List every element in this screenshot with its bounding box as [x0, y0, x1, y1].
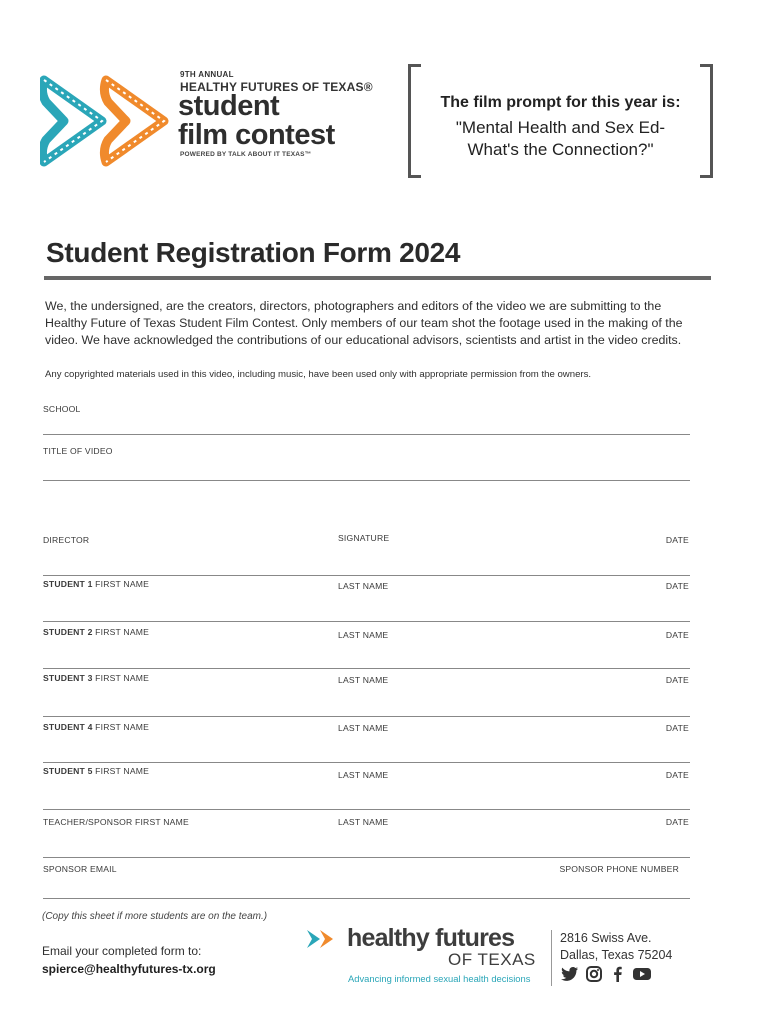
- prompt-text: [408, 117, 713, 161]
- brand-name: healthy futures: [347, 924, 515, 952]
- facebook-icon[interactable]: [609, 966, 627, 982]
- director-date-label: DATE: [665, 535, 689, 545]
- copy-note: (Copy this sheet if more students are on the team.): [42, 911, 268, 922]
- film-contest-logo-icon: [40, 70, 174, 172]
- youtube-icon[interactable]: [633, 966, 651, 982]
- teacher-date-label: DATE: [665, 817, 689, 827]
- student-2-field[interactable]: [43, 668, 690, 669]
- student-1-date-label: DATE: [665, 581, 689, 591]
- twitter-icon[interactable]: [561, 966, 579, 982]
- address-line2: Dallas, Texas 75204: [560, 948, 673, 962]
- student-5-field[interactable]: [43, 809, 690, 810]
- teacher-last-name-label: LAST NAME: [338, 817, 389, 827]
- director-field[interactable]: [43, 575, 690, 576]
- brand-subtitle: OF TEXAS: [448, 950, 536, 969]
- student-2-label: STUDENT 2: [43, 627, 93, 637]
- student-3-label: STUDENT 3: [43, 673, 93, 683]
- student-5-date-label: DATE: [665, 770, 689, 780]
- first-name-text: FIRST NAME: [95, 766, 150, 776]
- teacher-field[interactable]: [43, 857, 690, 858]
- contest-title-line2: film contest: [178, 119, 335, 151]
- contest-title-line1: student: [178, 90, 280, 122]
- student-3-first-name-label: [43, 673, 149, 683]
- footer-divider: [551, 930, 552, 986]
- sponsor-email-label: SPONSOR EMAIL: [43, 864, 117, 874]
- first-name-text: FIRST NAME: [95, 627, 150, 637]
- student-3-last-name-label: LAST NAME: [338, 675, 389, 685]
- student-5-first-name-label: [43, 766, 149, 776]
- social-links: [561, 966, 651, 982]
- student-2-date-label: DATE: [665, 630, 689, 640]
- prompt-text-line2: What's the Connection?": [467, 140, 654, 159]
- healthy-futures-logo-icon: [306, 928, 344, 950]
- student-2-first-name-label: [43, 627, 149, 637]
- school-label: SCHOOL: [43, 404, 81, 414]
- form-title: Student Registration Form 2024: [46, 237, 461, 268]
- student-2-last-name-label: LAST NAME: [338, 630, 389, 640]
- student-3-field[interactable]: [43, 716, 690, 717]
- director-label: DIRECTOR: [43, 535, 90, 545]
- contest-title: [178, 92, 335, 150]
- copyright-note: Any copyrighted materials used in this video, including music, have been used only with appropriate permission from the owners.: [45, 369, 592, 380]
- instagram-icon[interactable]: [585, 966, 603, 982]
- signature-label: SIGNATURE: [338, 533, 390, 543]
- brand-tagline: Advancing informed sexual health decisions: [348, 973, 531, 984]
- title-divider: [44, 276, 711, 280]
- student-1-field[interactable]: [43, 621, 690, 622]
- student-1-label: STUDENT 1: [43, 579, 93, 589]
- address-line1: 2816 Swiss Ave.: [560, 931, 652, 945]
- student-5-last-name-label: LAST NAME: [338, 770, 389, 780]
- sponsor-phone-label: SPONSOR PHONE NUMBER: [559, 864, 679, 874]
- email-label: Email your completed form to:: [42, 944, 202, 958]
- prompt-title: The film prompt for this year is:: [440, 94, 681, 111]
- student-4-label: STUDENT 4: [43, 722, 93, 732]
- student-1-last-name-label: LAST NAME: [338, 581, 389, 591]
- org-name: HEALTHY FUTURES OF TEXAS®: [180, 80, 373, 94]
- sponsor-field[interactable]: [43, 898, 690, 899]
- annual-label: 9TH ANNUAL: [180, 70, 234, 79]
- prompt-text-line1: "Mental Health and Sex Ed-: [455, 118, 666, 137]
- first-name-text: FIRST NAME: [95, 722, 150, 732]
- student-4-last-name-label: LAST NAME: [338, 723, 389, 733]
- student-4-date-label: DATE: [665, 723, 689, 733]
- student-1-first-name-label: [43, 579, 149, 589]
- contact-email[interactable]: spierce@healthyfutures-tx.org: [42, 962, 216, 976]
- student-4-field[interactable]: [43, 762, 690, 763]
- address: [560, 930, 672, 964]
- student-5-label: STUDENT 5: [43, 766, 93, 776]
- student-4-first-name-label: [43, 722, 149, 732]
- student-3-date-label: DATE: [665, 675, 689, 685]
- teacher-first-name-label: TEACHER/SPONSOR FIRST NAME: [43, 817, 189, 827]
- title-of-video-field[interactable]: [43, 480, 690, 481]
- powered-by: POWERED BY TALK ABOUT IT TEXAS™: [180, 151, 312, 158]
- intro-paragraph: We, the undersigned, are the creators, directors, photographers and editors of the video we are submitting to the Healthy Future of Texas Student Film Contest. Only members of our team shot the footage used in the making of the video. We have acknowledged the contributions of our educational advisors, scientists and artist in the video credits.: [45, 299, 683, 347]
- first-name-text: FIRST NAME: [95, 579, 150, 589]
- school-field[interactable]: [43, 434, 690, 435]
- first-name-text: FIRST NAME: [95, 673, 150, 683]
- title-of-video-label: TITLE OF VIDEO: [43, 446, 113, 456]
